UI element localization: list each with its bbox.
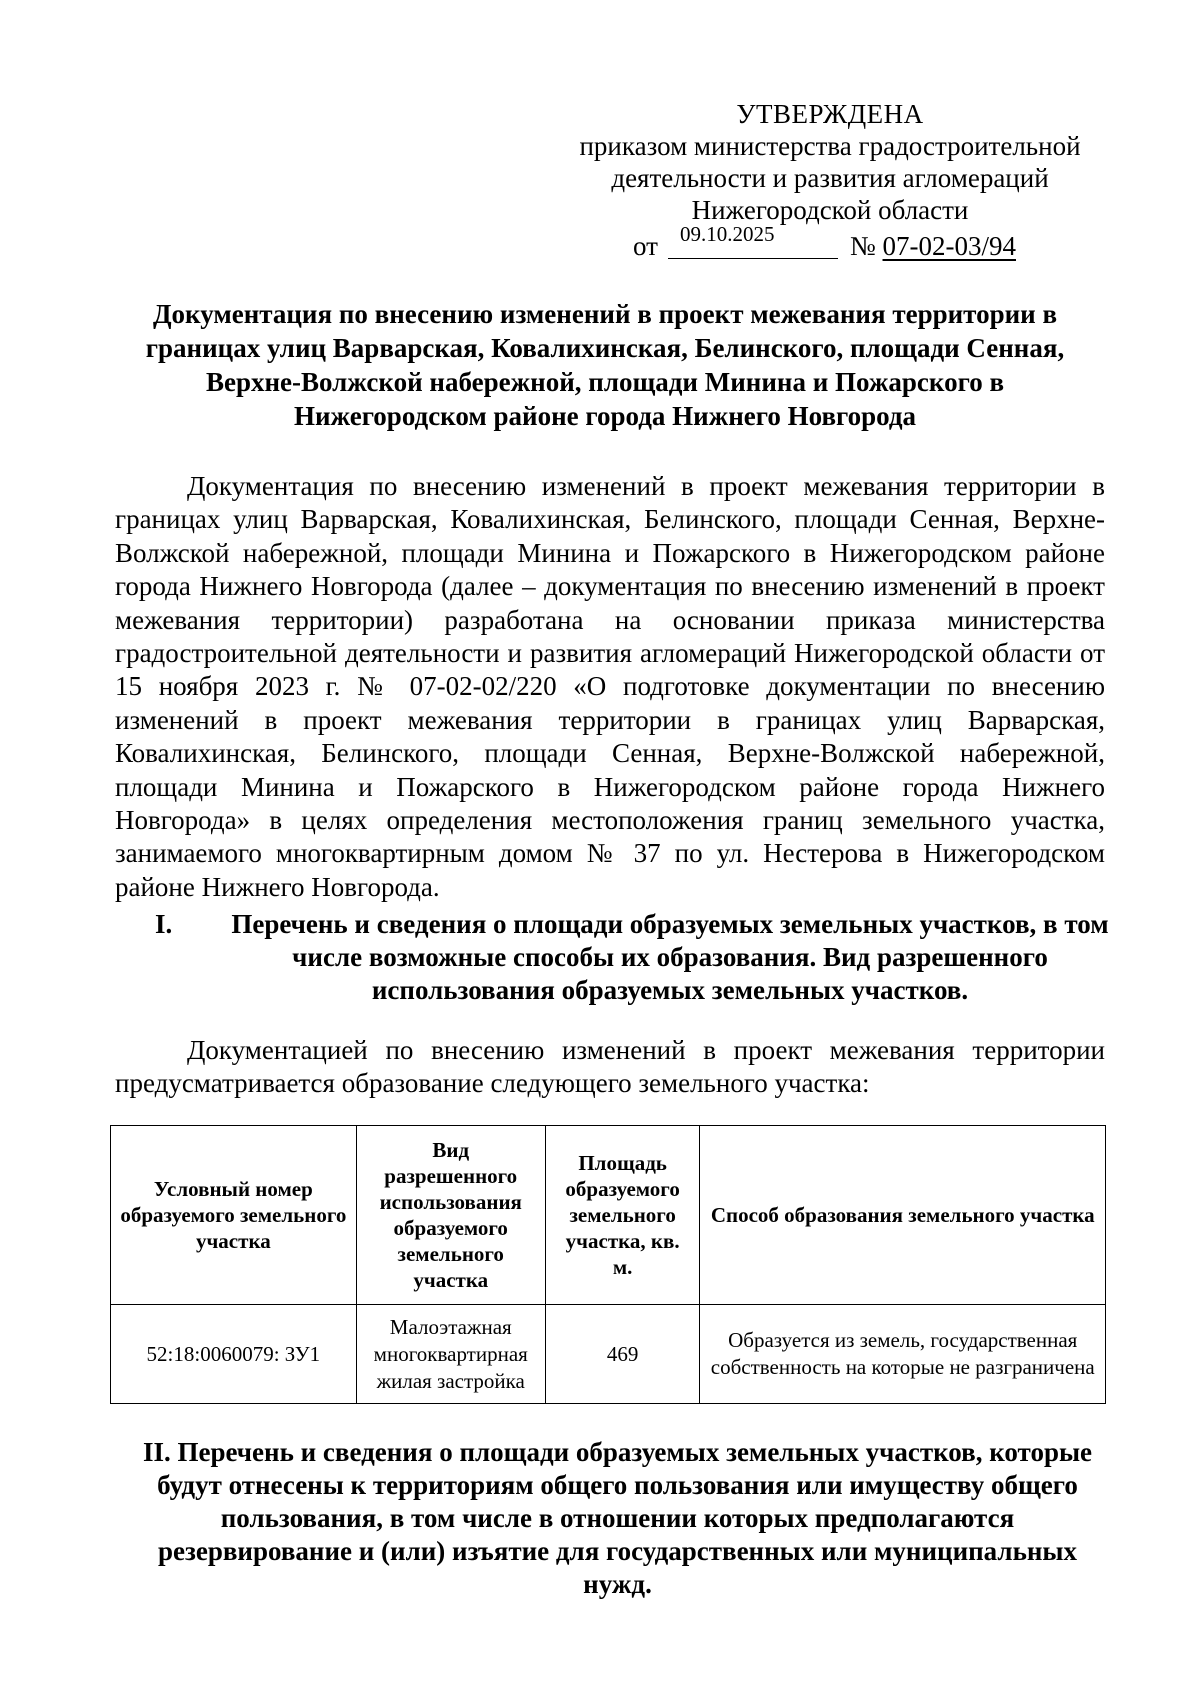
order-from-label: от [633, 231, 658, 261]
table-header-area: Площадь образуемого земельного участка, кв. м. [545, 1126, 700, 1305]
approval-line-3: Нижегородской области [691, 195, 969, 225]
order-number-group [850, 230, 1016, 262]
order-reference [540, 222, 1120, 262]
table-header-formation-method: Способ образования земельного участка [700, 1126, 1106, 1305]
approval-line-2: деятельности и развития агломераций [611, 163, 1049, 193]
section-2-heading: II. Перечень и сведения о площади образуемых земельных участков, которые будут отнесены к территориям общего пользования или имуществу общего пользования, в том числе в отношении которых предполагаются резервирование и (или) изъятие для государственных или муниципальных нужд. [142, 1437, 1093, 1599]
approval-stamp [540, 98, 1120, 262]
cell-permitted-use: Малоэтажная многоквартирная жилая застройка [356, 1305, 545, 1404]
cell-plot-number: 52:18:0060079: ЗУ1 [111, 1305, 357, 1404]
land-plot-table [110, 1125, 1106, 1404]
order-number: 07-02-03/94 [882, 231, 1016, 261]
order-number-sign: № [850, 231, 876, 261]
approval-title: УТВЕРЖДЕНА [736, 99, 924, 129]
section-1-heading [155, 908, 1110, 1007]
section-1-paragraph: Документацией по внесению изменений в проект межевания территории предусматривается образование следующего земельного участка: [115, 1035, 1105, 1099]
approval-line-1: приказом министерства градостроительной [579, 131, 1081, 161]
table-header-row [111, 1126, 1106, 1305]
document-title: Документация по внесению изменений в проект межевания территории в границах улиц Варварская, Ковалихинская, Белинского, площади Сенная, Верхне-Волжской набережной, площади Минина и Пожарского в Нижегородском районе города Нижнего Новгорода [145, 299, 1065, 431]
section-1-title: Перечень и сведения о площади образуемых земельных участков, в том числе возможные способы их образования. Вид разрешенного использования образуемых земельных участков. [231, 909, 1109, 1005]
cell-formation-method: Образуется из земель, государственная собственность на которые не разграничена [700, 1305, 1106, 1404]
cell-area: 469 [545, 1305, 700, 1404]
intro-paragraph: Документация по внесению изменений в проект межевания территории в границах улиц Варварская, Ковалихинская, Белинского, площади Сенная, Верхне-Волжской набережной, площади Минина и Пожарского в Нижегородском районе города Нижнего Новгорода (далее – документация по внесению изменений в проект межевания территории) разработана на основании приказа министерства градостроительной деятельности и развития агломераций Нижегородской области от 15 ноября 2023 г. № 07-02-02/220 «О подготовке документации по внесению изменений в проект межевания территории в границах улиц Варварская, Ковалихинская, Белинского, площади Сенная, Верхне-Волжской набережной, площади Минина и Пожарского в Нижегородском районе города Нижнего Новгорода» в целях определения местоположения границ земельного участка, занимаемого многоквартирным домом № 37 по ул. Нестерова в Нижегородском районе Нижнего Новгорода. [115, 471, 1105, 902]
table-row [111, 1305, 1106, 1404]
table-header-permitted-use: Вид разрешенного использования образуемого земельного участка [356, 1126, 545, 1305]
table-header-plot-number: Условный номер образуемого земельного участка [111, 1126, 357, 1305]
section-1-number: I. [155, 909, 173, 939]
order-date-underline [668, 258, 838, 259]
order-date: 09.10.2025 [680, 222, 775, 246]
